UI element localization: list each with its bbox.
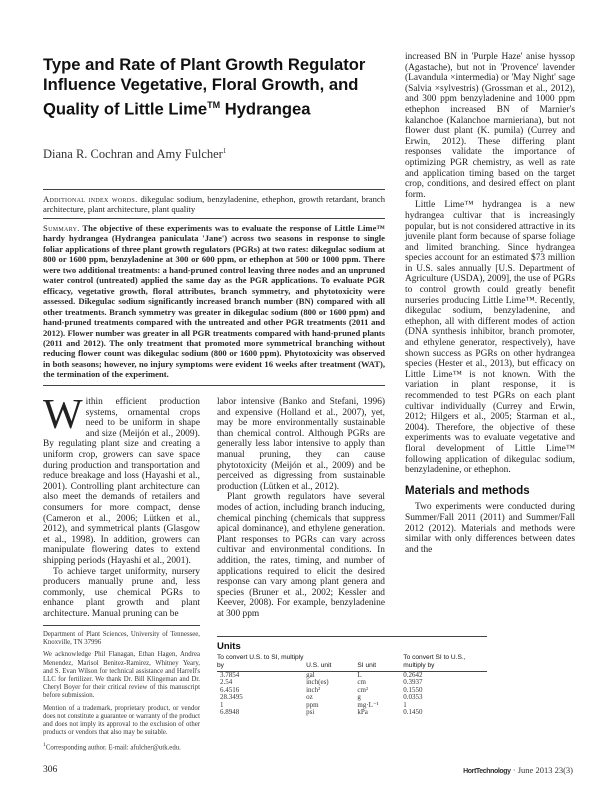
acknowledgment: We acknowledge Phil Flanagan, Ethan Hagen, Andrea Menendez, Marisol Benitez-Ramirez, Whitney Yeary, and S. Evan Wilson for technical assistance and Harrell's LLC for fertilizer. We thank Dr. Bill Klingeman and Dr. Cheryl Boyer for their critical review of this manuscript before submission. xyxy=(43,651,200,700)
table-row xyxy=(217,687,487,694)
article-title xyxy=(43,55,388,120)
table-row xyxy=(217,702,487,709)
table-row xyxy=(217,672,487,680)
title-text: Hydrangea xyxy=(220,99,311,119)
table-cell: g xyxy=(357,693,361,702)
table-cell: L xyxy=(357,671,362,679)
title-text: Quality of Little Lime xyxy=(43,99,208,119)
table-cell: 0.1550 xyxy=(403,685,423,694)
paragraph: Little Lime™ hydrangea is a new hydrangea cultivar that is increasingly popular, but is not considered attractive in its juvenile plant form because of sparse foliage and limited branching. Since hydrangea species account for an estimated $73 million in U.S. sales annually [U.S. Department of Agriculture (USDA), 2009], the use of PGRs to control growth could greatly benefit nurseries producing Little Lime™. Recently, dikegulac sodium, benzyladenine, and ethephon, all with different modes of action (DNA synthesis inhibitor, branch promoter, and ethylene generator, respectively), have shown success as PGRs on other hydrangea species (Hester et al., 2013), but efficacy on Little Lime™ is not known. With the variation in plant response, it is recommended to test PGRs on each plant cultivar individually (Currey and Erwin, 2012; Hilgers et al., 2005; Starman et al., 2004). Therefore, the objective of these experiments was to evaluate vegetative and floral development of Little Lime™ following application of dikegulac sodium, benzyladenine, or ethephon. xyxy=(405,200,575,476)
table-cell: gal xyxy=(306,671,315,679)
units-table xyxy=(217,641,487,716)
author-names: Diana R. Cochran and Amy Fulcher xyxy=(43,147,223,162)
column-header: To convert SI to U.S., multiply by xyxy=(403,654,487,672)
table-cell: mg·L⁻¹ xyxy=(357,700,379,709)
table-cell: kPa xyxy=(357,708,368,717)
table-cell: inch² xyxy=(306,685,321,694)
summary-text: The objective of these experiments was to evaluate the response of Little Lime™ hardy hydrangea (Hydrangea paniculata 'Jane') across two seasons in response to single foliar applications of three plant growth regulators (PGRs) at two rates: dikegulac sodium at 800 or 1600 ppm, benzyladenine at 300 or 600 ppm, or ethephon at 500 or 1000 ppm. There were two additional treatments: a hand-pruned control leaving three nodes and an unpruned water control (untreated) applied the same day as the PGR applications. To evaluate PGR efficacy, vegetative growth, floral attributes, branch symmetry, and phytotoxicity were assessed. Dikegulac sodium significantly increased branch number (BN) compared with all other treatments. Branch symmetry was greater in dikegulac sodium (800 or 1600 ppm) and hand-pruned treatments compared with the untreated and other PGR treatments (2011 and 2012). Flower number was greater in all PGR treatments compared with hand-pruned plants (2011 and 2012). The only treatment that promoted more symmetrical branching without reducing flower count was dikegulac sodium (800 or 1600 ppm). Phytotoxicity was observed in both seasons; however, no injury symptoms were evident 16 weeks after treatment (WAT), the termination of the experiment. xyxy=(43,223,385,380)
footnotes xyxy=(43,631,200,757)
divider xyxy=(217,636,487,637)
paragraph: Two experiments were conducted during Summer/Fall 2011 (2011) and Summer/Fall 2012 (2012). Materials and methods were similar with only differences between dates and the xyxy=(405,502,575,555)
page-number: 306 xyxy=(43,765,58,775)
footnote-mark: 1 xyxy=(43,742,46,749)
summary xyxy=(43,223,385,380)
summary-label: Summary. xyxy=(43,223,80,233)
paragraph: Plant growth regulators have several modes of action, including branch inducing, chemical pinching (chemicals that suppress apical dominance), and ethylene generation. Plant responses to PGRs can vary across cultivar and environmental conditions. In addition, the rates, timing, and number of applications required to elicit the desired response can vary among plant genera and species (Bruner et al., 2002; Kessler and Keever, 2008). For example, benzyladenine at 300 ppm xyxy=(217,492,385,619)
table-cell: inch(es) xyxy=(306,678,329,687)
index-words xyxy=(43,194,385,215)
table-cell: cm xyxy=(357,678,366,687)
divider xyxy=(43,385,385,386)
body-column-2 xyxy=(217,397,385,619)
table-cell: 3.7854 xyxy=(220,671,240,679)
title-line xyxy=(43,95,388,120)
body-column-1 xyxy=(43,392,200,619)
table-cell: 0.2642 xyxy=(403,671,423,679)
footnote-mark: 1 xyxy=(222,147,227,155)
index-words-text: dikegulac sodium, benzyladenine, ethephon, growth retardant, branch architecture, plant architecture, plant quality xyxy=(43,194,385,215)
table-cell: psi xyxy=(306,708,315,717)
column-header: To convert U.S. to SI, multiply by xyxy=(217,654,306,672)
table-cell: 2.54 xyxy=(220,678,233,687)
table-row xyxy=(217,679,487,686)
divider xyxy=(43,625,200,626)
title-line: Type and Rate of Plant Growth Regulator xyxy=(43,55,366,74)
table-cell: oz xyxy=(306,693,313,702)
journal-footer xyxy=(400,765,573,775)
drop-cap: W xyxy=(43,392,83,438)
journal-issue: · June 2013 23(3) xyxy=(510,765,573,775)
section-heading: Materials and methods xyxy=(405,484,530,497)
units-title: Units xyxy=(217,641,241,652)
table-cell: 1 xyxy=(220,700,224,709)
title-line: Influence Vegetative, Floral Growth, and xyxy=(43,75,359,94)
paragraph-text: ithin efficient production systems, ornamental crops need to be uniform in shape and size (Meijón et al., 2009). By regulating plant size and creating a uniform crop, growers can save space during production and transportation and reduce breakage and loss (Hayashi et al., 2001). Controlling plant architecture can also meet the demands of retailers and consumers for more compact, dense (Cameron et al., 2006; Lütken et al., 2012), and symmetrical plants (Glasgow et al., 1998). In addition, growers can manipulate flowering dates to extend shipping periods (Hayashi et al., 2001). xyxy=(43,397,200,566)
divider xyxy=(43,189,385,190)
body-column-3 xyxy=(405,52,575,555)
disclaimer: Mention of a trademark, proprietary product, or vendor does not constitute a guarantee or warranty of the product and does not imply its approval to the exclusion of other products or vendors that also may be suitable. xyxy=(43,704,200,737)
table-cell: 28.3495 xyxy=(220,693,243,702)
index-words-label: Additional index words. xyxy=(43,194,138,204)
table-cell: cm² xyxy=(357,685,369,694)
paragraph: To achieve target uniformity, nursery producers manually prune and, less commonly, use chemical PGRs to enhance plant growth and plant architecture. Manual pruning can be xyxy=(43,566,200,619)
table-cell: ppm xyxy=(306,700,319,709)
divider xyxy=(43,218,385,219)
affiliation: Department of Plant Sciences, University of Tennessee, Knoxville, TN 37996 xyxy=(43,631,200,647)
paragraph: labor intensive (Banko and Stefani, 1996) and expensive (Holland et al., 2007), yet, may be more environmentally sustainable than chemical control. Although PGRs are generally less labor intensive to apply than manual pruning, they can cause phytotoxicity (Meijón et al., 2009) and be perceived as digressing from sustainable production (Lütken et al., 2012). xyxy=(217,397,385,492)
table-row xyxy=(217,709,487,716)
table-cell: 0.3937 xyxy=(403,678,423,687)
table-cell: 1 xyxy=(403,700,407,709)
column-header: SI unit xyxy=(357,654,403,672)
table-cell: 6.4516 xyxy=(220,685,240,694)
units-conversion-table xyxy=(217,654,487,716)
table-cell: 0.0353 xyxy=(403,693,423,702)
table-cell: 0.1450 xyxy=(403,708,423,717)
paragraph: increased BN in 'Purple Haze' anise hyssop (Agastache), but not in 'Provence' lavender (Lavandula ×intermedia) or 'May Night' sage (Salvia ×sylvestris) (Grossman et al., 2012), and 300 ppm benzyladenine and 1000 ppm ethephon increased BN of Marnier's kalanchoe (Kalanchoe marnieriana), but not flower dust plant (K. pumila) (Currey and Erwin, 2012). These differing plant responses validate the importance of optimizing PGR chemistry, as well as rate and application timing based on the target crop, conditions, and desired effect on plant form. xyxy=(405,52,575,200)
table-cell: 6.8948 xyxy=(220,708,240,717)
corresponding-author xyxy=(43,741,200,752)
column-header: U.S. unit xyxy=(306,654,357,672)
paragraph xyxy=(43,392,200,567)
trademark: TM xyxy=(207,100,221,110)
corresponding-text: Corresponding author. E-mail: afulcher@utk.edu. xyxy=(45,744,181,752)
table-row xyxy=(217,694,487,701)
authors xyxy=(43,147,226,162)
journal-name: HortTechnology xyxy=(463,768,511,775)
